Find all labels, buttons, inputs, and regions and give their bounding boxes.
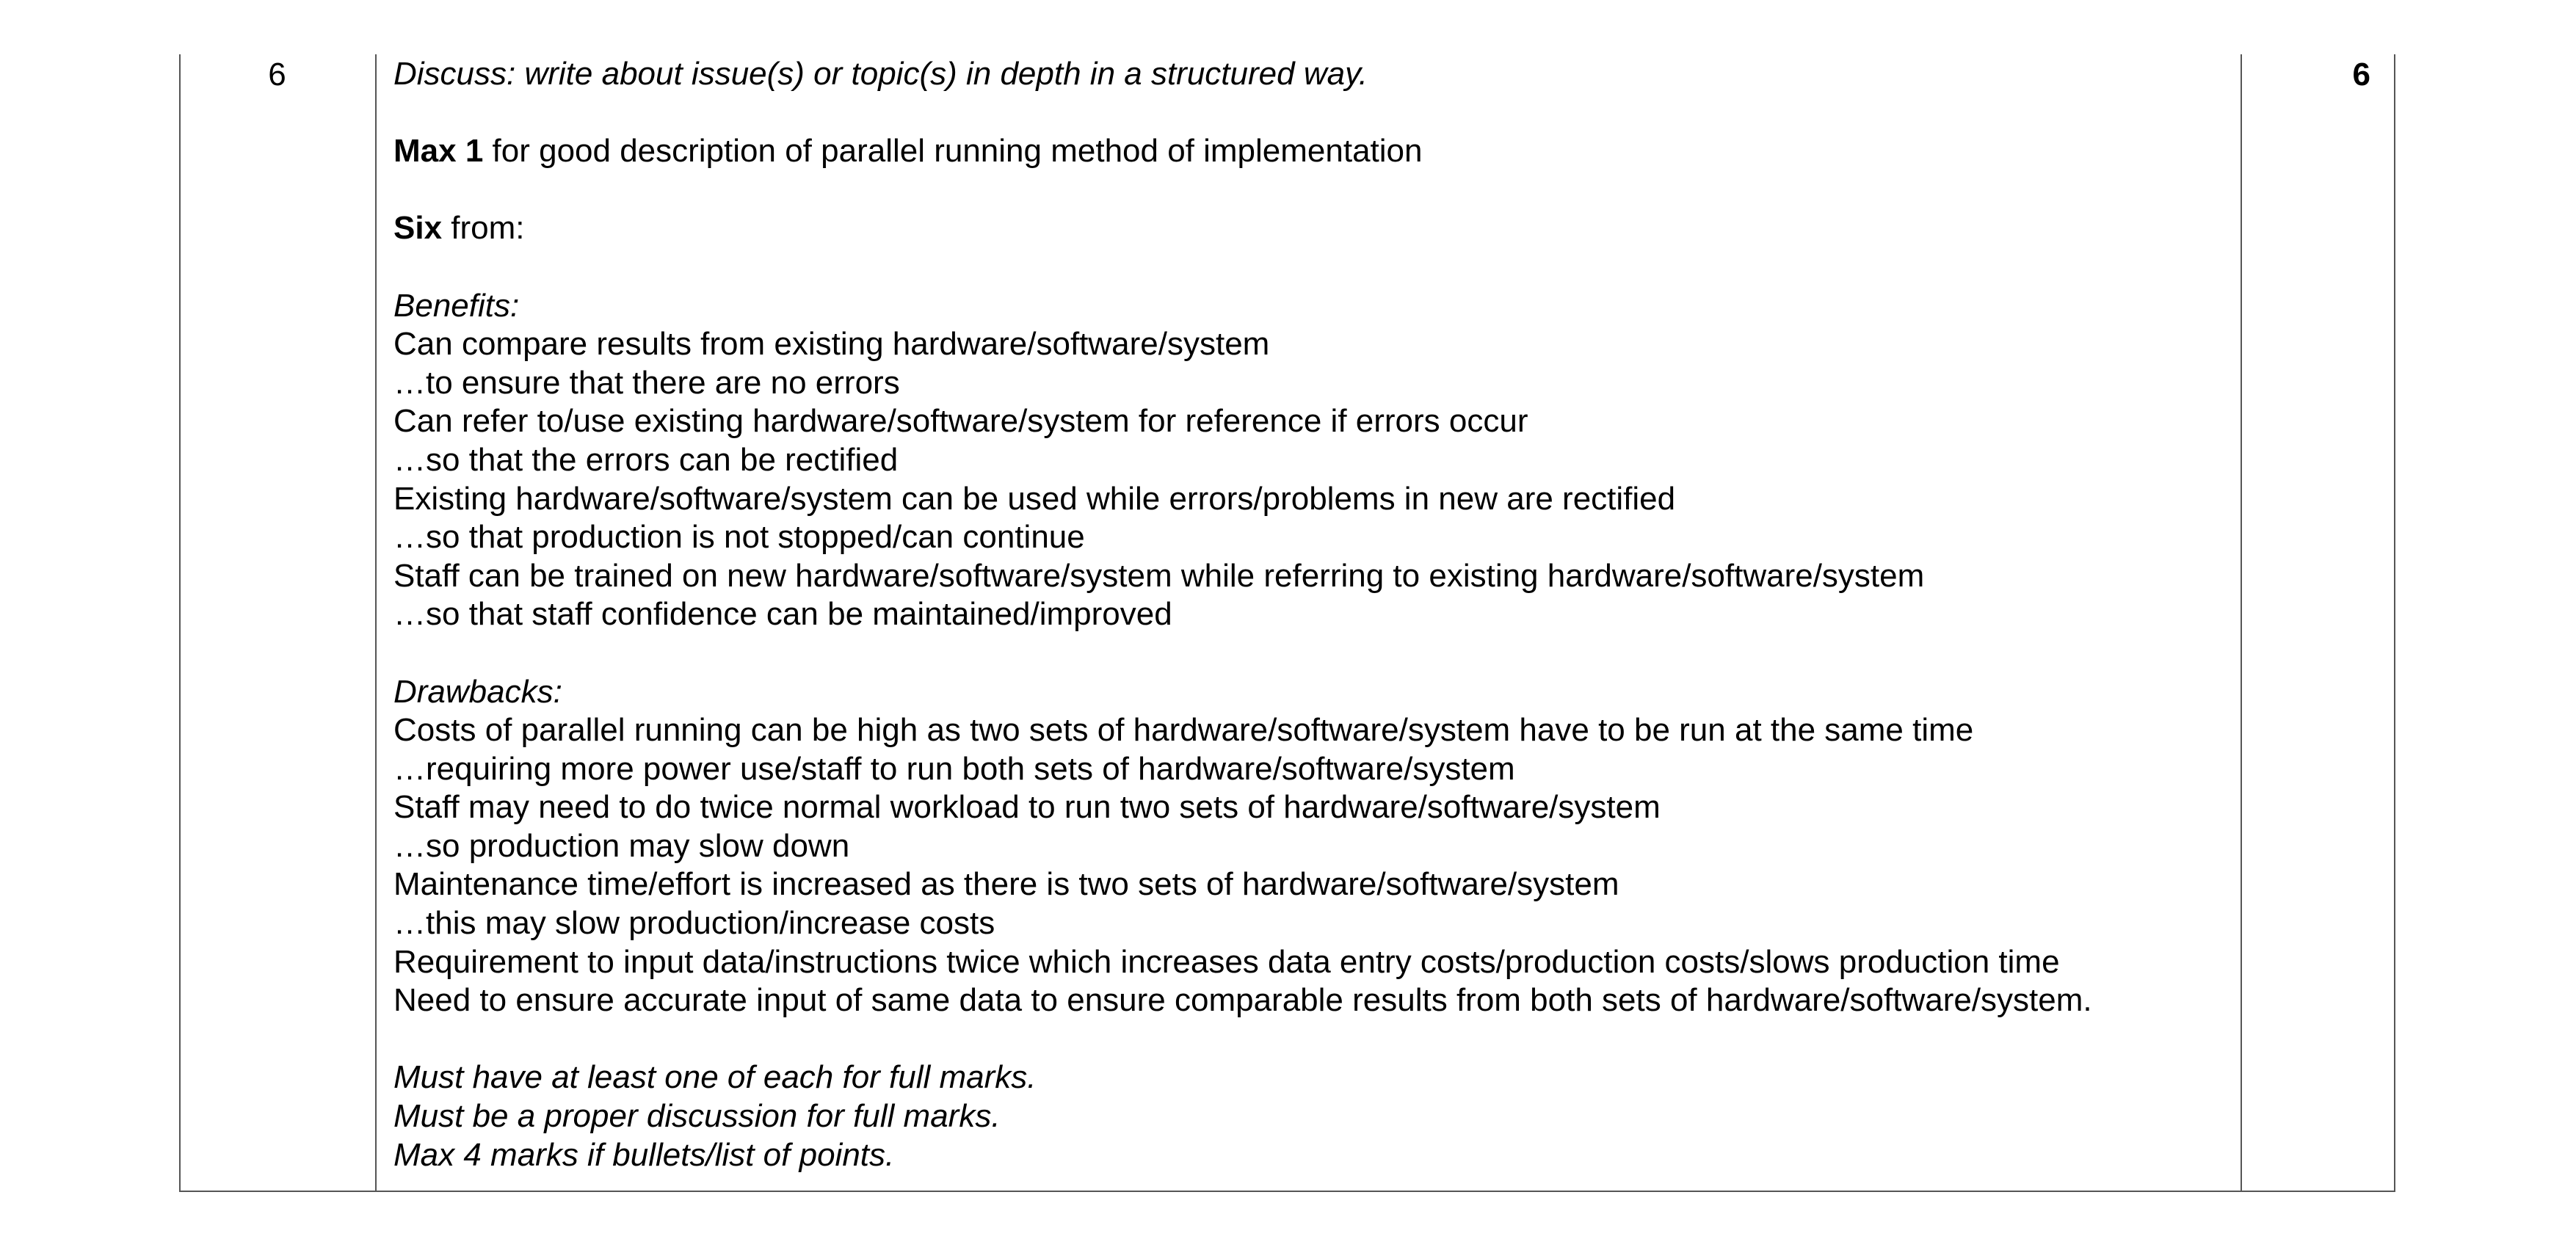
benefit-item: …to ensure that there are no errors bbox=[393, 364, 900, 401]
drawback-item: Costs of parallel running can be high as two sets of hardware/software/system have to be run at the same time bbox=[393, 712, 1974, 749]
drawback-item: …this may slow production/increase costs bbox=[393, 905, 995, 942]
max-one-line bbox=[393, 132, 2229, 171]
drawback-item: Staff may need to do twice normal workload to run two sets of hardware/software/system bbox=[393, 789, 1661, 826]
drawback-item: Maintenance time/effort is increased as there is two sets of hardware/software/system bbox=[393, 866, 1619, 903]
six-from-text: from: bbox=[442, 210, 525, 247]
marking-note: Must have at least one of each for full marks. bbox=[393, 1059, 1037, 1096]
instruction-text: Discuss: write about issue(s) or topic(s) in depth in a structured way. bbox=[393, 56, 1368, 92]
spacer bbox=[393, 171, 2229, 210]
max-one-text: for good description of parallel running method of implementation bbox=[483, 133, 1423, 170]
drawback-item: Requirement to input data/instructions twice which increases data entry costs/production costs/slows production time bbox=[393, 943, 2060, 980]
drawback-item: Need to ensure accurate input of same data to ensure comparable results from both sets of hardware/software/system. bbox=[393, 982, 2092, 1019]
drawback-item: …so production may slow down bbox=[393, 827, 850, 864]
drawbacks-heading: Drawbacks: bbox=[393, 673, 562, 710]
marks-value: 6 bbox=[2352, 57, 2370, 92]
six-label: Six bbox=[393, 210, 443, 247]
benefit-item: Can refer to/use existing hardware/software/system for reference if errors occur bbox=[393, 403, 1528, 440]
benefit-item: …so that production is not stopped/can continue bbox=[393, 519, 1085, 556]
benefit-item: Can compare results from existing hardware/software/system bbox=[393, 326, 1270, 363]
column-divider-left bbox=[375, 54, 377, 1192]
six-from-line bbox=[393, 209, 2229, 248]
benefit-item: …so that staff confidence can be maintained/improved bbox=[393, 596, 1172, 633]
marking-note: Must be a proper discussion for full marks. bbox=[393, 1098, 1001, 1135]
drawback-item: …requiring more power use/staff to run both sets of hardware/software/system bbox=[393, 750, 1515, 787]
spacer bbox=[393, 248, 2229, 287]
spacer bbox=[393, 94, 2229, 133]
marking-note: Max 4 marks if bullets/list of points. bbox=[393, 1136, 895, 1173]
spacer bbox=[393, 1020, 2229, 1059]
max-one-label: Max 1 bbox=[393, 133, 484, 170]
question-number: 6 bbox=[268, 57, 286, 92]
benefit-item: Staff can be trained on new hardware/software/system while referring to existing hardware/software/system bbox=[393, 557, 1925, 594]
benefits-heading: Benefits: bbox=[393, 287, 520, 324]
answer-guidance bbox=[393, 55, 2229, 1174]
spacer bbox=[393, 634, 2229, 673]
column-divider-right bbox=[2241, 54, 2242, 1192]
benefit-item: …so that the errors can be rectified bbox=[393, 441, 899, 478]
benefit-item: Existing hardware/software/system can be used while errors/problems in new are rectified bbox=[393, 480, 1676, 517]
